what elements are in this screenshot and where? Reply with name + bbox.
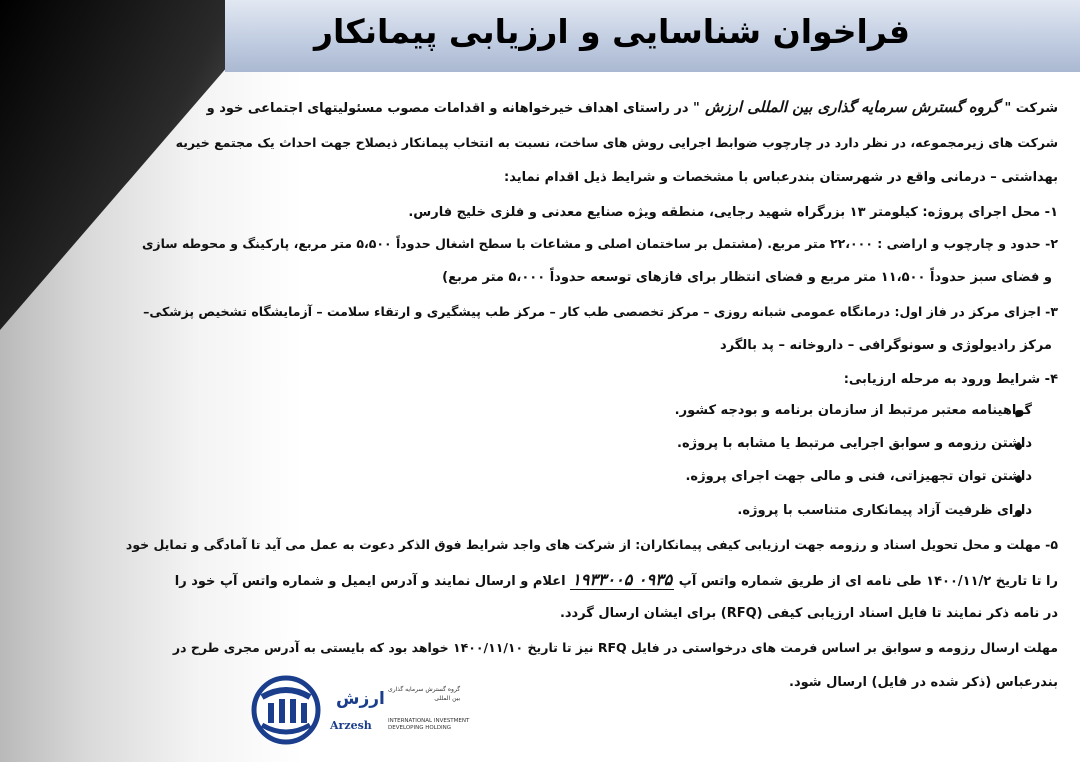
intro-text: شرکت " xyxy=(1004,101,1058,116)
intro-line-3: بهداشتی – درمانی واقع در شهرستان بندرعباس با مشخصات و شرایط ذیل اقدام نماید: xyxy=(504,170,1058,185)
item-5-text: اعلام و ارسال نمایند و آدرس ایمیل و شماره واتس آپ خود را xyxy=(174,574,571,589)
item-5-line-2 xyxy=(175,570,1058,589)
item-3-line-1: ۳- اجزای مرکز در فاز اول: درمانگاه عمومی شبانه روزی – مرکز تخصصی طب کار – مرکز طب پیشگیری و ارتقاء سلامت – آزمایشگاه تشخیص پزشکی– xyxy=(143,304,1058,319)
logo-persian-name: ارزش xyxy=(336,689,385,709)
whatsapp-number: ۰۹۳۵ ۱۹۳۳۰۰۵ xyxy=(572,570,673,589)
closing-line-1: مهلت ارسال رزومه و سوابق بر اساس فرمت های درخواستی در فایل RFQ نیز تا تاریخ ۱۴۰۰/۱۱/۱۰ خواهد بود که بایستی به آدرس مجری طرح در xyxy=(172,640,1058,655)
logo-english-name: Arzesh xyxy=(330,719,372,732)
item-1: ۱- محل اجرای پروژه: کیلومتر ۱۳ بزرگراه شهید رجایی، منطقه ویژه صنایع معدنی و فلزی خلیج فارس. xyxy=(408,205,1058,220)
closing-line-2: بندرعباس (ذکر شده در فایل) ارسال شود. xyxy=(789,675,1058,690)
company-logo xyxy=(248,675,478,745)
item-4-heading: ۴- شرایط ورود به مرحله ارزیابی: xyxy=(843,372,1058,387)
item-2-line-2: و فضای سبز حدوداً ۱۱،۵۰۰ متر مربع و فضای انتظار برای فازهای توسعه حدوداً ۵،۰۰۰ متر مربع) xyxy=(442,270,1052,285)
company-name: گروه گسترش سرمایه گذاری بین المللی ارزش xyxy=(699,98,1005,116)
requirement-2: داشتن رزومه و سوابق اجرایی مرتبط یا مشابه با پروژه. xyxy=(677,436,1032,451)
page-title: فراخوان شناسایی و ارزیابی پیمانکار xyxy=(313,12,910,51)
item-3-line-2: مرکز رادیولوژی و سونوگرافی – داروخانه – پد بالگرد xyxy=(720,338,1052,353)
item-2-line-1: ۲- حدود و چارچوب و اراضی : ۲۲،۰۰۰ متر مربع. (مشتمل بر ساختمان اصلی و مشاعات با سطح اشغال حدوداً ۵،۵۰۰ متر مربع، پارکینگ و محوطه سازی xyxy=(141,236,1058,251)
item-5-line-1: ۵- مهلت و محل تحویل اسناد و رزومه جهت ارزیابی کیفی پیمانکاران: از شرکت های واجد شرایط فوق الذکر دعوت به عمل می آید تا آمادگی و تمایل خود xyxy=(125,537,1058,552)
logo-english-subtitle: INTERNATIONAL INVESTMENT DEVELOPING HOLDING xyxy=(388,718,470,731)
intro-line-2: شرکت های زیرمجموعه، در نظر دارد در چارچوب ضوابط اجرایی روش های ساخت، نسبت به انتخاب پیمانکار ذیصلاح جهت احداث یک مجتمع خیریه xyxy=(175,135,1058,150)
requirement-1: گواهینامه معتبر مرتبط از سازمان برنامه و بودجه کشور. xyxy=(674,403,1032,418)
item-5-line-3: در نامه ذکر نمایند تا فایل اسناد ارزیابی کیفی (RFQ) برای ایشان ارسال گردد. xyxy=(559,606,1058,621)
requirement-3: داشتن توان تجهیزاتی، فنی و مالی جهت اجرای پروژه. xyxy=(685,469,1032,484)
logo-emblem-icon xyxy=(248,675,326,745)
logo-persian-subtitle: گروه گسترش سرمایه گذاری بین المللی xyxy=(388,686,461,702)
requirement-4: دارای ظرفیت آزاد پیمانکاری متناسب با پروژه. xyxy=(737,503,1032,518)
intro-line-1 xyxy=(207,98,1058,116)
intro-text: " در راستای اهداف خیرخواهانه و اقدامات مصوب مسئولیتهای اجتماعی خود و xyxy=(206,101,700,116)
item-5-text: را تا تاریخ ۱۴۰۰/۱۱/۲ طی نامه ای از طریق شماره واتس آپ xyxy=(674,574,1058,589)
